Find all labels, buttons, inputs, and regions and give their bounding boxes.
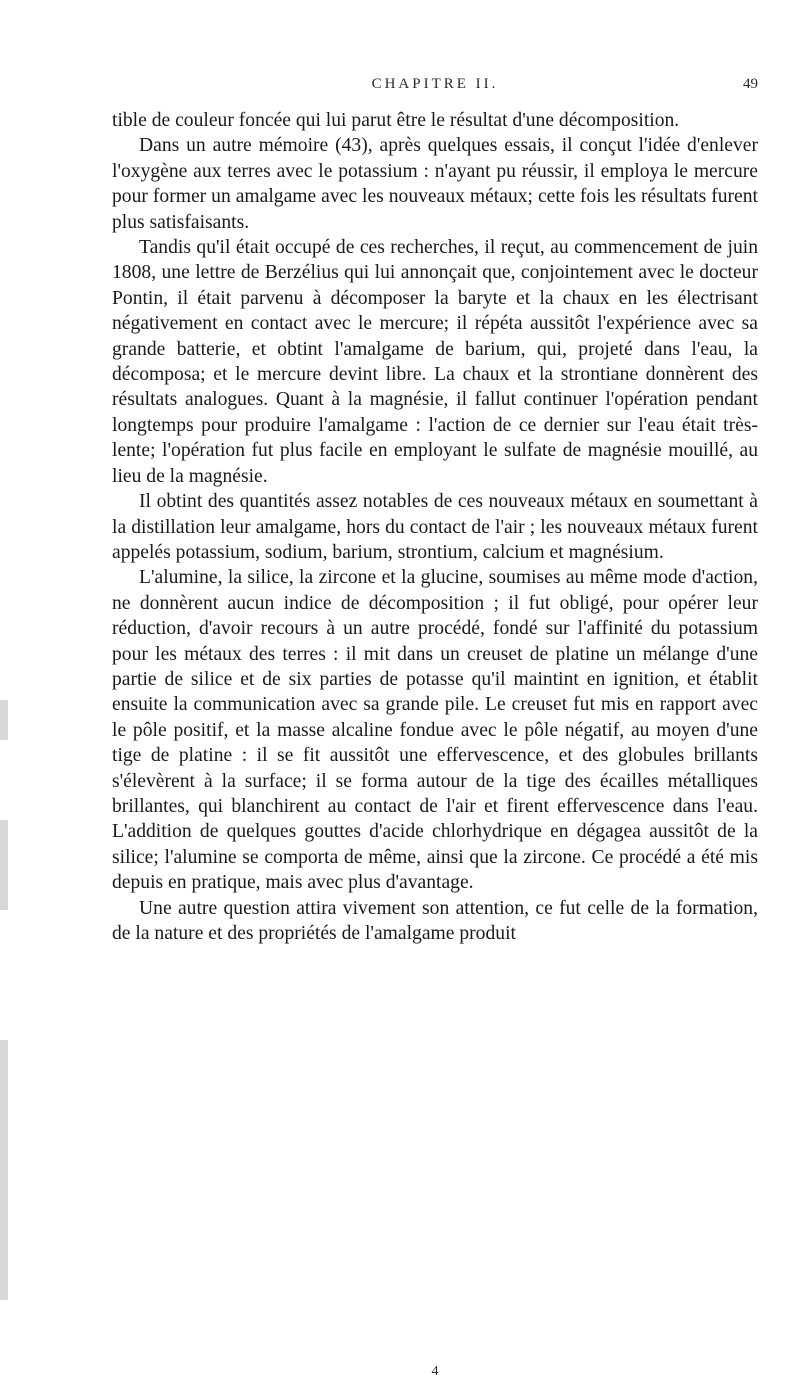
binding-mark <box>0 1040 8 1300</box>
paragraph: Il obtint des quantités assez notables de ces nouveaux métaux en soumettant à la distillation leur amalgame, hors du contact de l'air ; les nouveaux métaux furent appelés potassium, sodium, barium, strontium, calcium et magnésium. <box>112 491 758 563</box>
running-title: CHAPITRE II. <box>371 76 499 92</box>
paragraph: Une autre question attira vivement son attention, ce fut celle de la formation, de la nature et des propriétés de l'amalgame produit <box>112 897 758 944</box>
paragraph: L'alumine, la silice, la zircone et la glucine, soumises au même mode d'action, ne donnèrent aucun indice de décomposition ; il fut obligé, pour opérer leur réduction, d'avoir recours à un autre procédé, fondé sur l'affinité du potassium pour les métaux des terres : il mit dans un creuset de platine un mélange d'une partie de silice et de six parties de potasse qu'il maintint en ignition, et établit ensuite la communication avec sa grande pile. Le creuset fut mis en rapport avec le pôle positif, et la masse alcaline fondue avec le pôle négatif, au moyen d'une tige de platine : il se fit aussitôt une effervescence, et des globules brillants s'élevèrent à la surface; il se forma autour de la tige des écailles métalliques brillantes, qui blanchirent au contact de l'air et firent effervescence dans l'eau. L'addition de quelques gouttes d'acide chlorhydrique en dégagea aussitôt de la silice; l'alumine se comporta de même, ainsi que la zircone. Ce procédé a été mis depuis en pratique, mais avec plus d'avantage. <box>112 567 758 894</box>
running-head <box>112 76 758 100</box>
paragraph: tible de couleur foncée qui lui parut être le résultat d'une décomposition. <box>112 110 680 131</box>
signature-mark: 4 <box>431 1364 439 1379</box>
binding-mark <box>0 820 8 910</box>
paragraph: Dans un autre mémoire (43), après quelques essais, il conçut l'idée d'enlever l'oxygène aux terres avec le potassium : n'ayant pu réussir, il employa le mercure pour former un amalgame avec les nouveaux métaux; cette fois les résultats furent plus satisfaisants. <box>112 135 758 233</box>
body-text <box>112 108 758 946</box>
paragraph: Tandis qu'il était occupé de ces recherches, il reçut, au commencement de juin 1808, une lettre de Berzélius qui lui annonçait que, conjointement avec le docteur Pontin, il était parvenu à décomposer la baryte et la chaux en les électrisant négativement en contact avec le mercure; il répéta aussitôt l'expérience avec sa grande batterie, et obtint l'amalgame de barium, qui, projeté dans l'eau, la décomposa; et le mercure devint libre. La chaux et la strontiane donnèrent des résultats analogues. Quant à la magnésie, il fallut continuer l'opération pendant longtemps pour produire l'amalgame : l'action de ce dernier sur l'eau était très-lente; l'opération fut plus facile en employant le sulfate de magnésie mouillé, au lieu de la magnésie. <box>112 237 758 487</box>
page-number: 49 <box>743 76 758 92</box>
binding-mark <box>0 700 8 740</box>
